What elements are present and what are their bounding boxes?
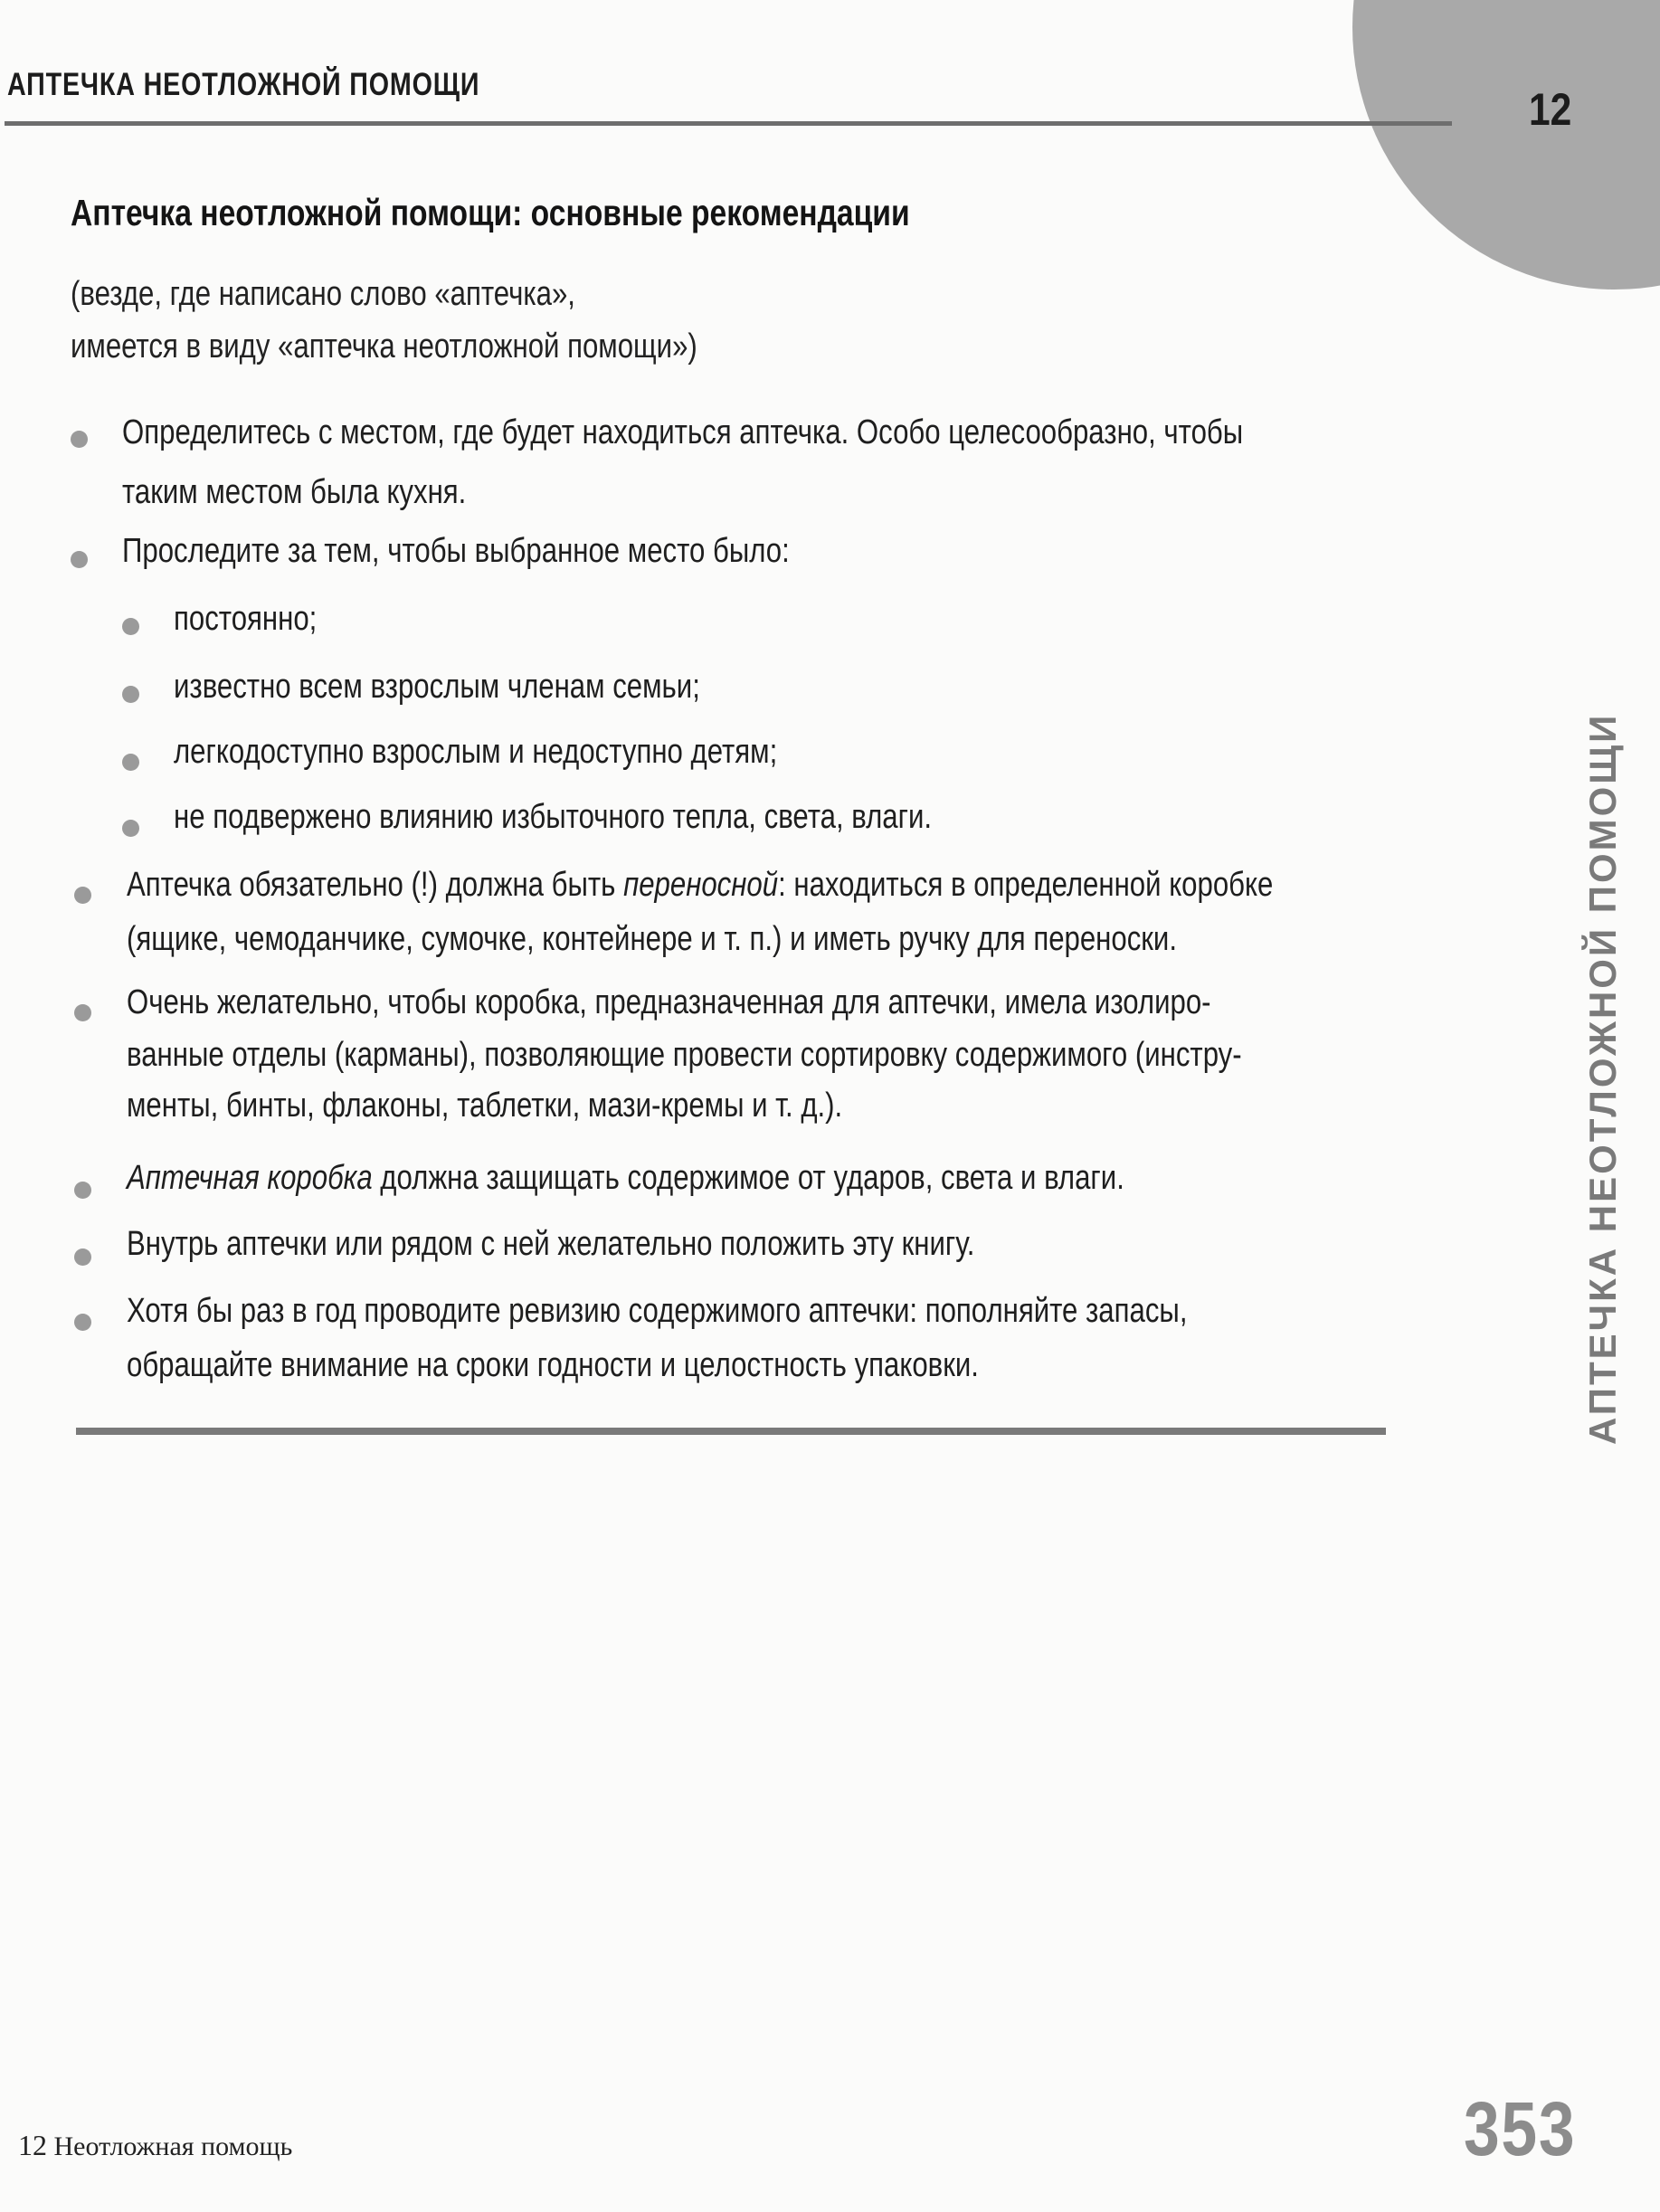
sub-list-item: легкодоступно взрослым и недоступно детям; [174,733,778,771]
list-item-line: таким местом была кухня. [122,473,467,511]
list-item-line: менты, бинты, флаконы, таблетки, мази-кремы и т. д.). [127,1087,843,1125]
list-item-text: должна защищать содержимое от ударов, света и влаги. [372,1159,1124,1197]
list-item-text: Аптечка обязательно (!) должна быть [127,866,624,904]
bullet-icon [74,1182,91,1199]
sub-bullet-icon [122,820,139,837]
footer-chapter-number: 12 [18,2129,47,2161]
bullet-icon [74,1248,91,1266]
side-tab-title: АПТЕЧКА НЕОТЛОЖНОЙ ПОМОЩИ [1581,712,1624,1445]
corner-tab-decoration [1352,0,1660,290]
list-item-line: обращайте внимание на сроки годности и целостность упаковки. [127,1346,979,1384]
sub-list-item: не подвержено влиянию избыточного тепла, света, влаги. [174,798,933,836]
list-item-line: (ящике, чемоданчике, сумочке, контейнере и т. п.) и иметь ручку для переноски. [127,920,1178,958]
bullet-icon [74,1004,91,1021]
page-number: 353 [1464,2086,1577,2171]
list-item-line [127,858,1273,912]
list-item [122,405,1243,519]
running-header-title: АПТЕЧКА НЕОТЛОЖНОЙ ПОМОЩИ [7,67,480,102]
note-line-1: (везде, где написано слово «аптечка», [71,275,575,313]
list-item [127,1284,1187,1392]
list-item-line [127,1151,1124,1205]
section-note [71,268,697,373]
list-item-line: Определитесь с местом, где будет находиться аптечка. Особо целесообразно, чтобы [122,413,1244,451]
bullet-icon [71,431,88,448]
sub-bullet-icon [122,686,139,703]
list-item [127,858,1273,966]
section-bottom-divider [76,1428,1386,1435]
list-item: Внутрь аптечки или рядом с ней желательно положить эту книгу. [127,1225,975,1263]
emphasis-text: Аптечная коробка [127,1159,373,1197]
emphasis-text: переносной [623,866,779,904]
sub-list-item: известно всем взрослым членам семьи; [174,668,700,706]
bullet-icon [74,1314,91,1331]
running-footer [18,2129,292,2162]
list-item [127,1151,1124,1205]
list-item-line: Хотя бы раз в год проводите ревизию содержимого аптечки: пополняйте запасы, [127,1292,1188,1330]
list-item-text: : находиться в определенной коробке [778,866,1274,904]
list-item-line: Очень желательно, чтобы коробка, предназначенная для аптечки, имела изолиро- [127,983,1211,1021]
bullet-icon [71,551,88,568]
sub-bullet-icon [122,618,139,635]
list-item [122,524,790,578]
footer-chapter-name: Неотложная помощь [53,2131,293,2161]
list-item [127,975,1242,1133]
header-divider [5,121,1452,126]
note-line-2: имеется в виду «аптечка неотложной помощи») [71,328,697,366]
list-item-line: Проследите за тем, чтобы выбранное место было: [122,532,790,570]
section-heading: Аптечка неотложной помощи: основные рекомендации [71,192,910,233]
bullet-icon [74,887,91,904]
list-item-line: ванные отделы (карманы), позволяющие провести сортировку содержимого (инстру- [127,1036,1242,1074]
sub-list-item: постоянно; [174,600,318,638]
sub-bullet-icon [122,754,139,771]
chapter-number: 12 [1529,84,1572,135]
